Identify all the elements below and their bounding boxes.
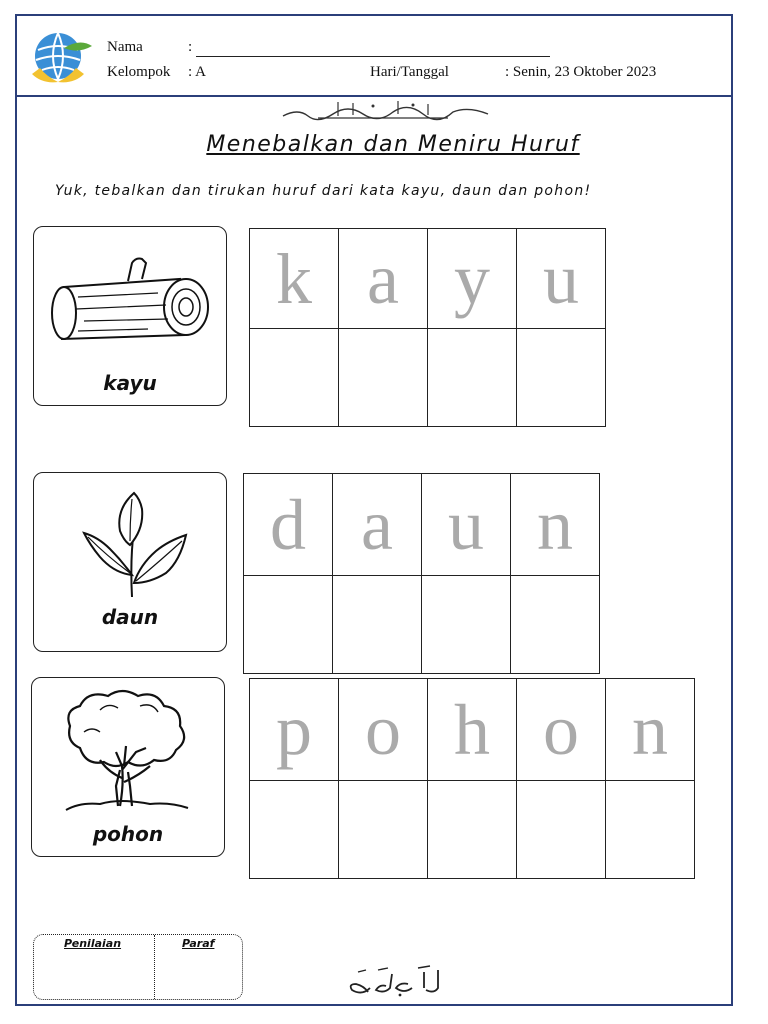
trace-letter: n [537,484,573,565]
trace-letter: o [543,689,579,770]
trace-cell[interactable] [517,229,606,329]
trace-cell[interactable] [339,679,428,781]
trace-cell[interactable] [250,679,339,781]
copy-cell[interactable] [250,329,339,427]
trace-letter: o [365,689,401,770]
copy-cell[interactable] [428,781,517,879]
trace-letter: u [448,484,484,565]
card-label-kayu: kayu [103,371,157,395]
name-input-line[interactable] [196,56,550,57]
trace-cell[interactable] [517,679,606,781]
letter-grid-pohon [249,678,695,879]
hamdalah-calligraphy-icon [338,964,444,998]
copy-cell[interactable] [422,576,511,674]
trace-letter: a [361,484,393,565]
trace-cell[interactable] [250,229,339,329]
assessment-divider [154,935,156,999]
log-icon [48,257,214,343]
trace-letter: d [270,484,306,565]
trace-letter: k [276,238,312,319]
signature-label: Paraf [182,937,215,950]
picture-card-daun [33,472,227,652]
copy-cell[interactable] [339,329,428,427]
trace-cell[interactable] [333,474,422,576]
group-value: : A [188,64,206,80]
card-label-daun: daun [101,605,159,629]
tree-icon [60,686,200,814]
trace-cell[interactable] [244,474,333,576]
picture-card-pohon [31,677,225,857]
header-divider [17,95,731,97]
copy-cell[interactable] [428,329,517,427]
picture-card-kayu [33,226,227,406]
copy-cell[interactable] [244,576,333,674]
group-label: Kelompok [107,64,171,80]
name-colon: : [188,39,193,55]
basmala-calligraphy-icon [278,98,493,124]
trace-cell[interactable] [606,679,695,781]
trace-letter: p [276,689,312,770]
school-logo-icon [28,30,94,90]
letter-grid-kayu [249,228,606,427]
copy-cell[interactable] [517,329,606,427]
trace-letter: u [543,238,579,319]
trace-letter: y [454,238,490,319]
date-label: Hari/Tanggal [370,64,449,80]
trace-cell[interactable] [428,229,517,329]
trace-cell[interactable] [422,474,511,576]
worksheet-title: Menebalkan dan Meniru Huruf [206,132,580,157]
trace-cell[interactable] [428,679,517,781]
copy-cell[interactable] [517,781,606,879]
trace-letter: h [454,689,490,770]
trace-letter: n [632,689,668,770]
trace-cell[interactable] [511,474,600,576]
card-label-pohon: pohon [92,822,164,846]
trace-cell[interactable] [339,229,428,329]
copy-cell[interactable] [339,781,428,879]
date-value: : Senin, 23 Oktober 2023 [505,64,657,80]
assessment-label: Penilaian [64,937,122,950]
letter-grid-daun [243,473,600,674]
leaf-branch-icon [74,479,190,599]
copy-cell[interactable] [606,781,695,879]
copy-cell[interactable] [250,781,339,879]
assessment-box [33,934,243,1000]
copy-cell[interactable] [333,576,422,674]
copy-cell[interactable] [511,576,600,674]
trace-letter: a [367,238,399,319]
name-label: Nama [107,39,143,55]
instruction-text: Yuk, tebalkan dan tirukan huruf dari kata kayu, daun dan pohon! [55,183,592,199]
